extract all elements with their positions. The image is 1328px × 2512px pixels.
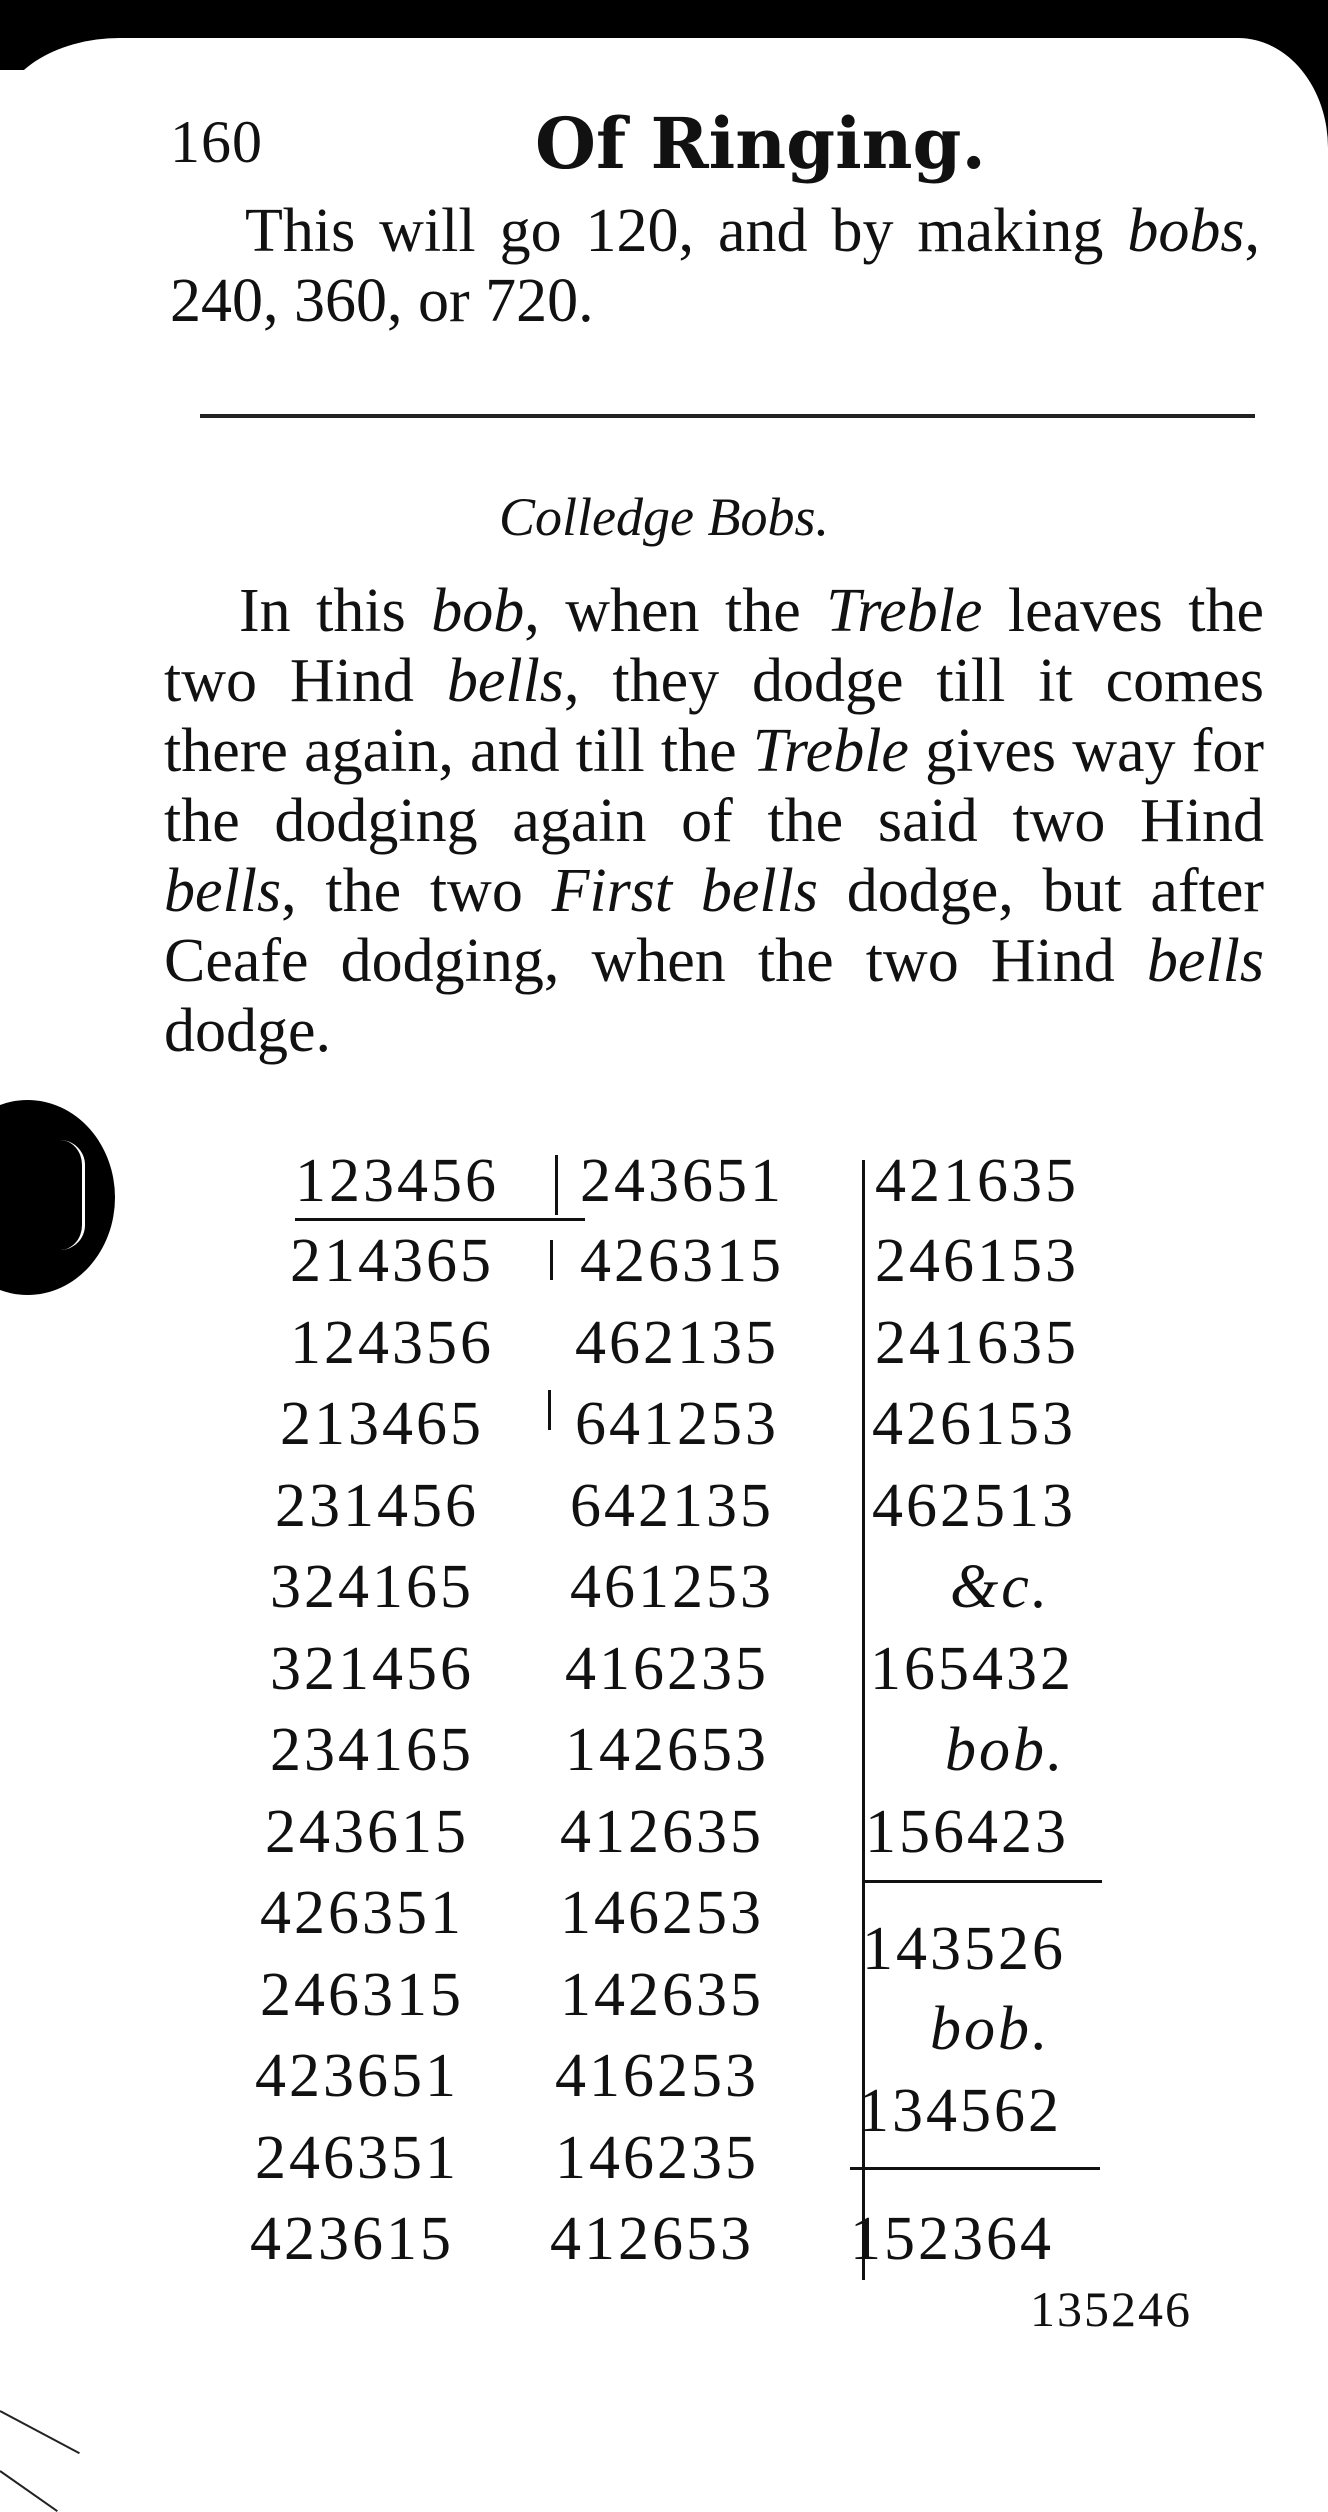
table-cell: 462135 (575, 1309, 779, 1377)
text: , 240, 360, or 720. (170, 197, 1260, 335)
text: , the two (281, 857, 552, 925)
italic-text: Treble (826, 577, 983, 645)
table-underline (850, 2167, 1100, 2170)
table-cell: 641253 (575, 1390, 779, 1458)
table-cell: 423651 (255, 2042, 459, 2110)
table-cell: 416253 (555, 2042, 759, 2110)
table-cell: 234165 (270, 1716, 474, 1784)
text: leaves the two Hind (164, 577, 1264, 715)
italic-text: First bells (551, 857, 818, 925)
table-cell: 134562 (858, 2077, 1062, 2145)
column-divider (555, 1155, 558, 1215)
change-ringing-table (250, 1147, 1150, 2300)
table-cell-bob: bob. (945, 1716, 1066, 1784)
table-cell-bob: bob. (930, 1995, 1051, 2063)
table-cell: 416235 (565, 1635, 769, 1703)
table-cell: 642135 (570, 1472, 774, 1540)
text: , they dodge till it comes there again, and till the (164, 647, 1264, 785)
italic-text: bob (431, 577, 525, 645)
table-cell: 143526 (862, 1915, 1066, 1983)
text: , when the (524, 577, 827, 645)
table-underline (862, 1880, 1102, 1883)
column-divider (548, 1390, 551, 1430)
italic-text: Treble (752, 717, 909, 785)
table-cell: 462513 (872, 1472, 1076, 1540)
italic-text: bells (164, 857, 282, 925)
table-cell: 426153 (872, 1390, 1076, 1458)
table-cell: 156423 (865, 1798, 1069, 1866)
table-cell: 246351 (255, 2124, 459, 2192)
column-divider (550, 1240, 553, 1280)
table-cell: 421635 (875, 1147, 1079, 1215)
table-cell: 321456 (270, 1635, 474, 1703)
table-underline (295, 1218, 585, 1221)
paragraph-description (164, 576, 1264, 1066)
italic-text: bells (446, 647, 564, 715)
running-title: Of Ringing. (535, 102, 986, 185)
page-header (170, 102, 1270, 188)
scan-ink-blot-highlight (60, 1140, 85, 1250)
table-cell: 412635 (560, 1798, 764, 1866)
table-cell: 146235 (555, 2124, 759, 2192)
section-divider (200, 414, 1255, 418)
table-cell: 241635 (875, 1309, 1079, 1377)
table-cell: 142653 (565, 1716, 769, 1784)
table-cell: 146253 (560, 1879, 764, 1947)
table-cell: 426315 (580, 1227, 784, 1295)
italic-text: bells (1146, 927, 1264, 995)
footer-number: 135246 (1030, 2281, 1192, 2337)
italic-text: bobs (1127, 197, 1245, 265)
table-cell-etc: &c. (950, 1553, 1051, 1621)
table-cell: 324165 (270, 1553, 474, 1621)
text: gives way for the dodging again of the said two Hind (164, 717, 1264, 855)
table-cell: 165432 (870, 1635, 1074, 1703)
table-cell: 142635 (560, 1961, 764, 2029)
table-cell: 123456 (295, 1147, 499, 1215)
section-title: Colledge Bobs. (499, 487, 829, 547)
table-cell: 124356 (290, 1309, 494, 1377)
table-cell: 246315 (260, 1961, 464, 2029)
page-number: 160 (170, 109, 263, 175)
table-cell: 152364 (850, 2205, 1054, 2273)
text: In this (239, 577, 432, 645)
text: dodge. (164, 997, 332, 1065)
table-cell: 214365 (290, 1227, 494, 1295)
table-cell: 213465 (280, 1390, 484, 1458)
table-cell: 426351 (260, 1879, 464, 1947)
text: This will go 120, and by making (245, 197, 1128, 265)
table-cell: 412653 (550, 2205, 754, 2273)
table-cell: 246153 (875, 1227, 1079, 1295)
table-cell: 231456 (275, 1472, 479, 1540)
text: dodge, but after Ceafe dodging, when the two Hind (164, 857, 1264, 995)
table-cell: 423615 (250, 2205, 454, 2273)
paragraph-intro (170, 196, 1260, 336)
table-cell: 461253 (570, 1553, 774, 1621)
table-cell: 243651 (580, 1147, 784, 1215)
table-cell: 243615 (265, 1798, 469, 1866)
